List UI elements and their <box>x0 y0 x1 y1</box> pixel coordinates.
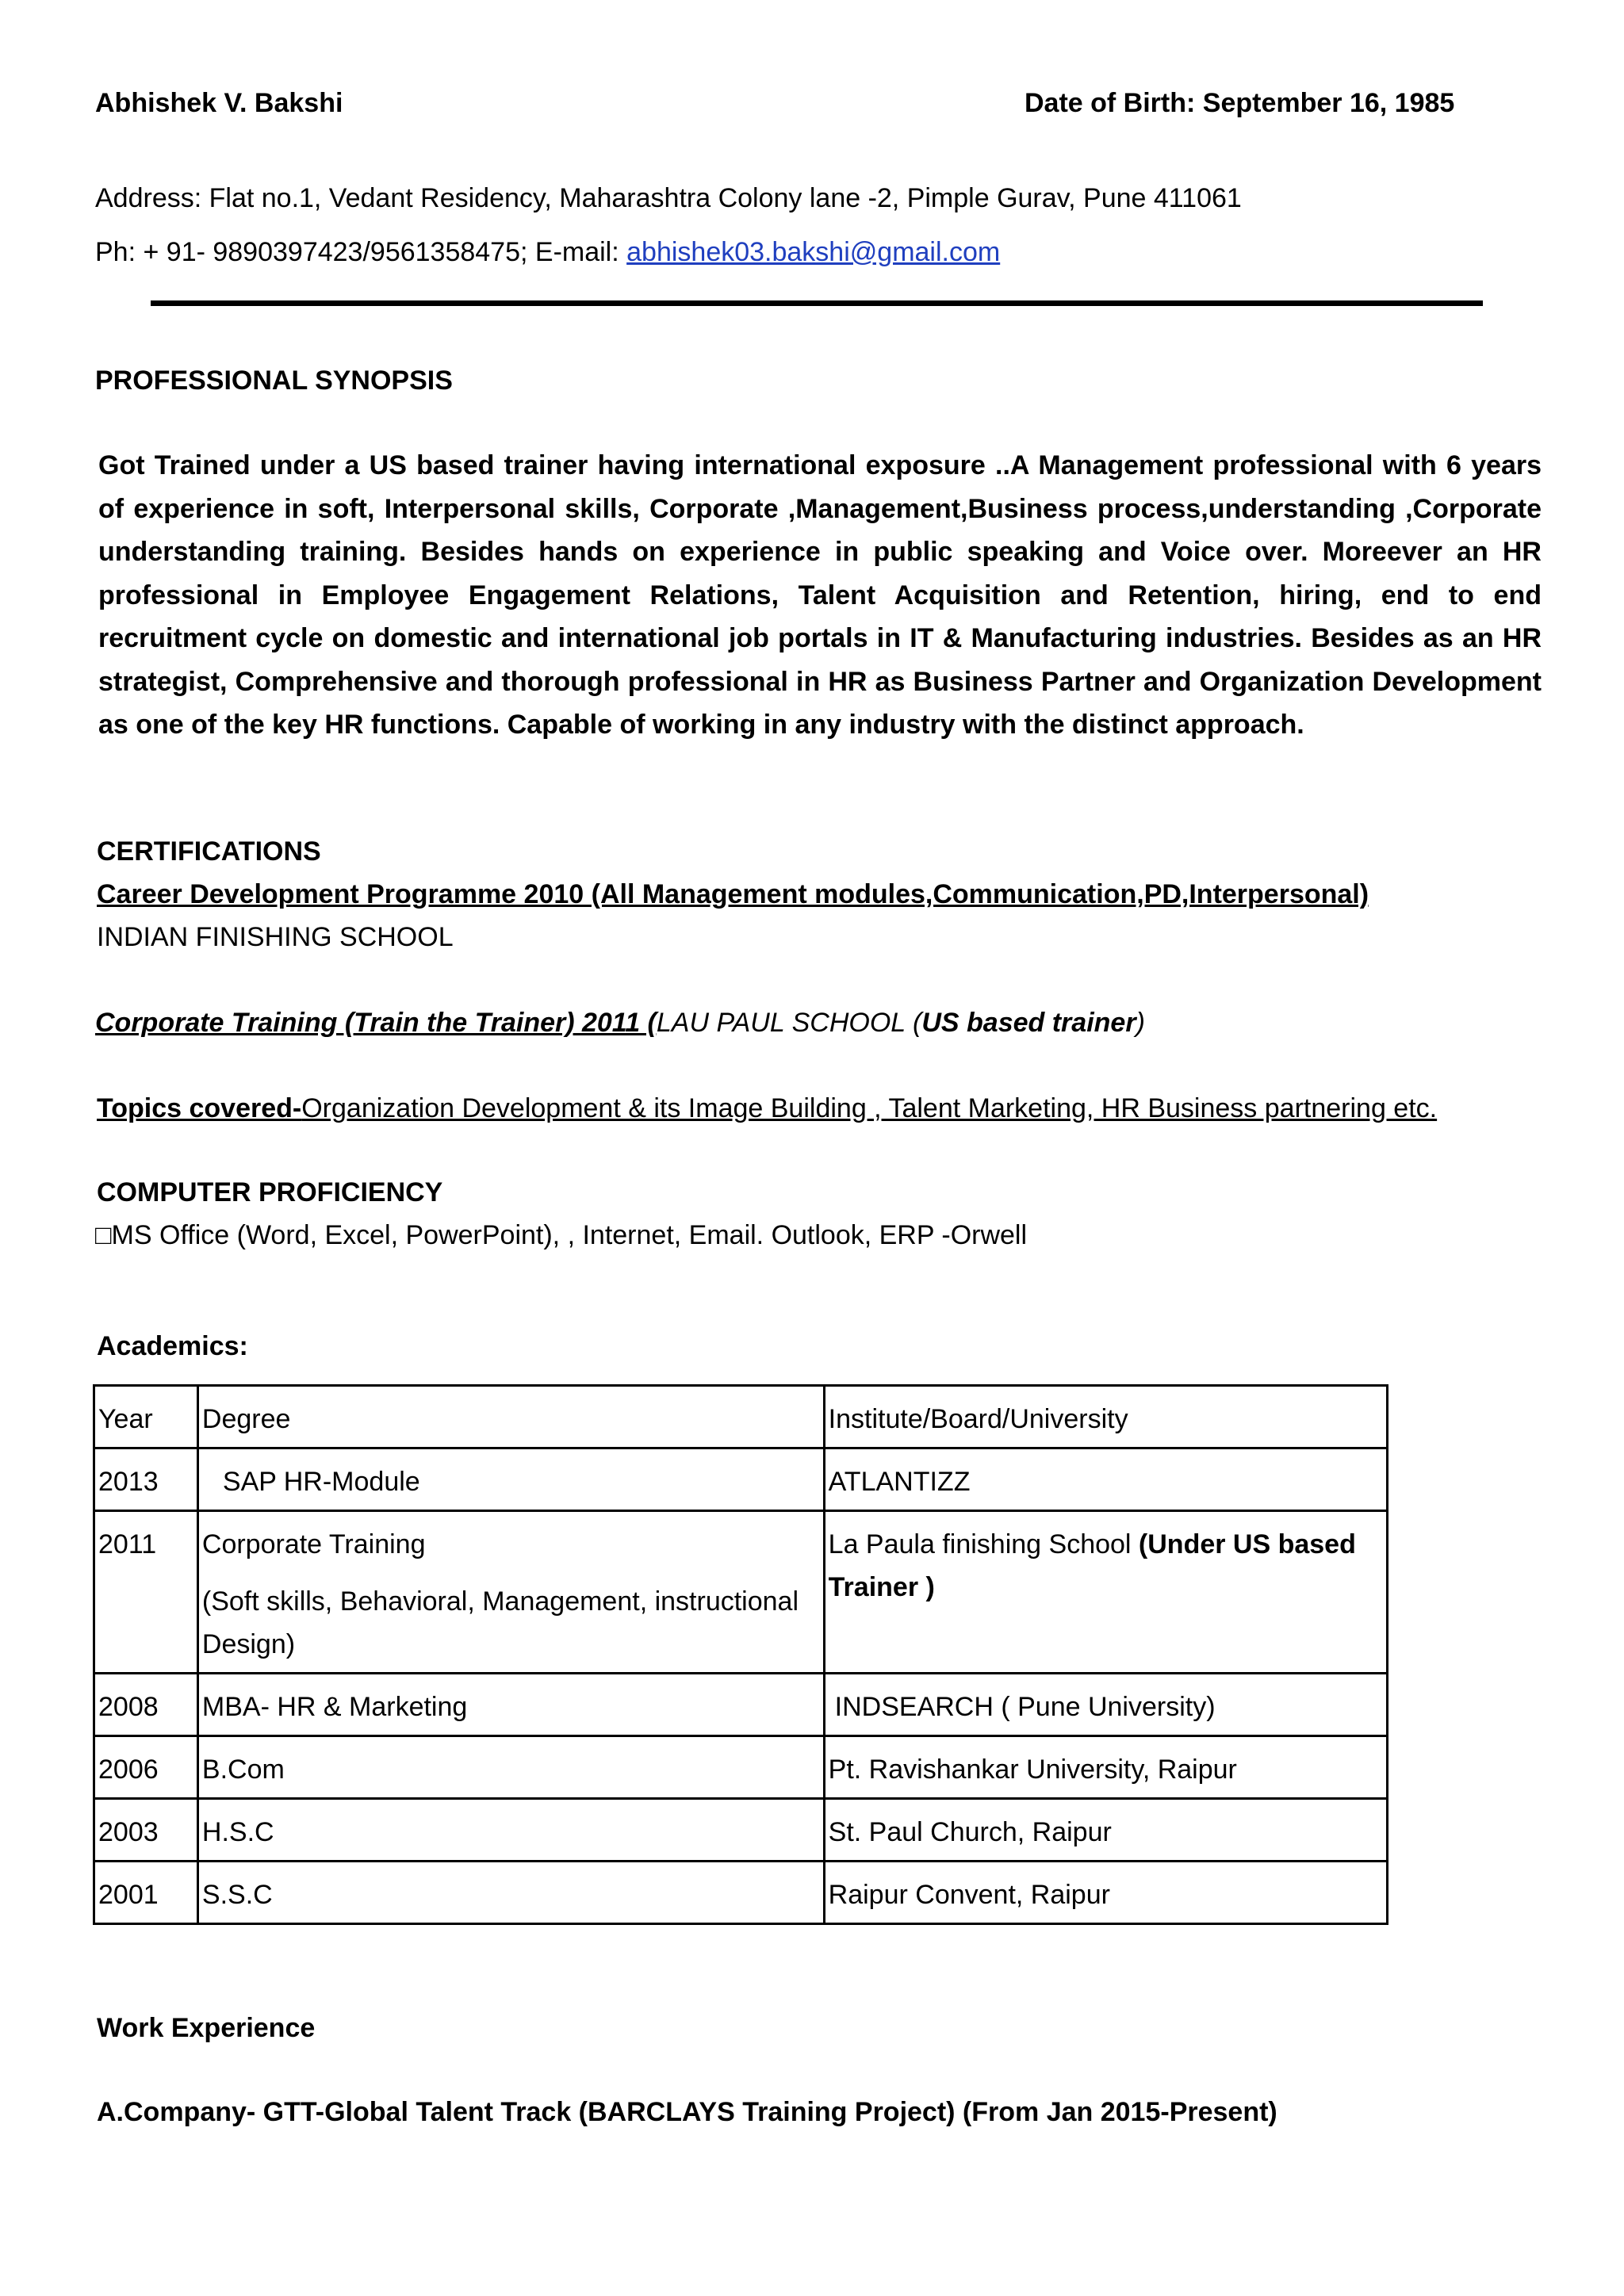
certifications-heading: CERTIFICATIONS <box>97 836 321 867</box>
phone: Ph: + 91- 9890397423/9561358475; E-mail: <box>95 237 627 267</box>
corporate-training-line <box>95 1007 1145 1039</box>
row-year: 2011 <box>94 1511 198 1674</box>
row-year: 2006 <box>94 1736 198 1799</box>
bullet-icon: □ <box>95 1220 112 1250</box>
row-year: 2013 <box>94 1448 198 1511</box>
topics-label: Topics covered- <box>97 1093 302 1123</box>
table-row <box>94 1862 1388 1924</box>
computer-heading: COMPUTER PROFICIENCY <box>97 1177 443 1207</box>
header-degree: Degree <box>197 1386 824 1448</box>
table-row <box>94 1736 1388 1799</box>
row-year: 2003 <box>94 1799 198 1862</box>
header-divider <box>151 300 1483 306</box>
institute-note: (Under US based Trainer ) <box>828 1529 1356 1602</box>
candidate-name: Abhishek V. Bakshi <box>95 88 343 118</box>
topics-text: Organization Development & its Image Building , Talent Marketing, HR Business partnering etc. <box>301 1093 1438 1123</box>
row-year: 2008 <box>94 1674 198 1736</box>
synopsis-heading: PROFESSIONAL SYNOPSIS <box>95 365 453 396</box>
row-degree: H.S.C <box>197 1799 824 1862</box>
table-row <box>94 1511 1388 1674</box>
synopsis-text: Got Trained under a US based trainer having international exposure ..A Management professional with 6 years of experience in soft, Interpersonal skills, Corporate ,Management,Business process,understanding ,Corporate understanding training. Besides hands on experience in public speaking and Voice over. Moreever an HR professional in Employee Engagement Relations, Talent Acquisition and Retention, hiring, end to end recruitment cycle on domestic and international job portals in IT & Manufacturing industries. Besides as an HR strategist, Comprehensive and thorough professional in HR as Business Partner and Organization Development as one of the key HR functions. Capable of working in any industry with the distinct approach. <box>98 450 1542 740</box>
degree-detail: (Soft skills, Behavioral, Management, instructional Design) <box>201 1586 799 1659</box>
row-institute: Raipur Convent, Raipur <box>824 1862 1387 1924</box>
header-institute: Institute/Board/University <box>824 1386 1387 1448</box>
row-institute: St. Paul Church, Raipur <box>824 1799 1387 1862</box>
email-link[interactable]: abhishek03.bakshi@gmail.com <box>626 237 1001 267</box>
row-degree: B.Com <box>197 1736 824 1799</box>
row-institute: ATLANTIZZ <box>824 1448 1387 1511</box>
table-row <box>94 1448 1388 1511</box>
work-heading: Work Experience <box>97 2013 316 2043</box>
row-degree: MBA- HR & Marketing <box>197 1674 824 1736</box>
row-institute <box>824 1511 1387 1674</box>
computer-skills <box>95 1219 1027 1251</box>
address: Address: Flat no.1, Vedant Residency, Maharashtra Colony lane -2, Pimple Gurav, Pune 411061 <box>95 183 1242 213</box>
computer-skills-text: MS Office (Word, Excel, PowerPoint), , Internet, Email. Outlook, ERP -Orwell <box>111 1220 1028 1250</box>
row-degree: S.S.C <box>197 1862 824 1924</box>
ct-title: Corporate Training (Train the Trainer) 2011 ( <box>95 1008 657 1038</box>
contact-line <box>95 236 1000 268</box>
ct-trainer: US based trainer <box>921 1008 1136 1038</box>
table-row <box>94 1799 1388 1862</box>
row-year: 2001 <box>94 1862 198 1924</box>
cdp-school: INDIAN FINISHING SCHOOL <box>97 922 454 952</box>
cdp-title: Career Development Programme 2010 (All Management modules,Communication,PD,Interpersonal) <box>97 879 1369 909</box>
row-institute: INDSEARCH ( Pune University) <box>824 1674 1387 1736</box>
academics-heading: Academics: <box>97 1331 248 1361</box>
header-year: Year <box>94 1386 198 1448</box>
table-row <box>94 1674 1388 1736</box>
date-of-birth: Date of Birth: September 16, 1985 <box>1025 88 1455 118</box>
ct-school: LAU PAUL SCHOOL ( <box>656 1008 922 1038</box>
academics-table <box>93 1384 1388 1925</box>
ct-close: ) <box>1136 1008 1145 1038</box>
row-institute: Pt. Ravishankar University, Raipur <box>824 1736 1387 1799</box>
row-degree: SAP HR-Module <box>197 1448 824 1511</box>
degree-title: Corporate Training <box>201 1529 426 1559</box>
row-degree <box>197 1511 824 1674</box>
topics-line <box>97 1093 1437 1124</box>
table-header-row <box>94 1386 1388 1448</box>
institute-name: La Paula finishing School <box>828 1529 1139 1559</box>
company-a: A.Company- GTT-Global Talent Track (BARCLAYS Training Project) (From Jan 2015-Present) <box>97 2097 1277 2127</box>
